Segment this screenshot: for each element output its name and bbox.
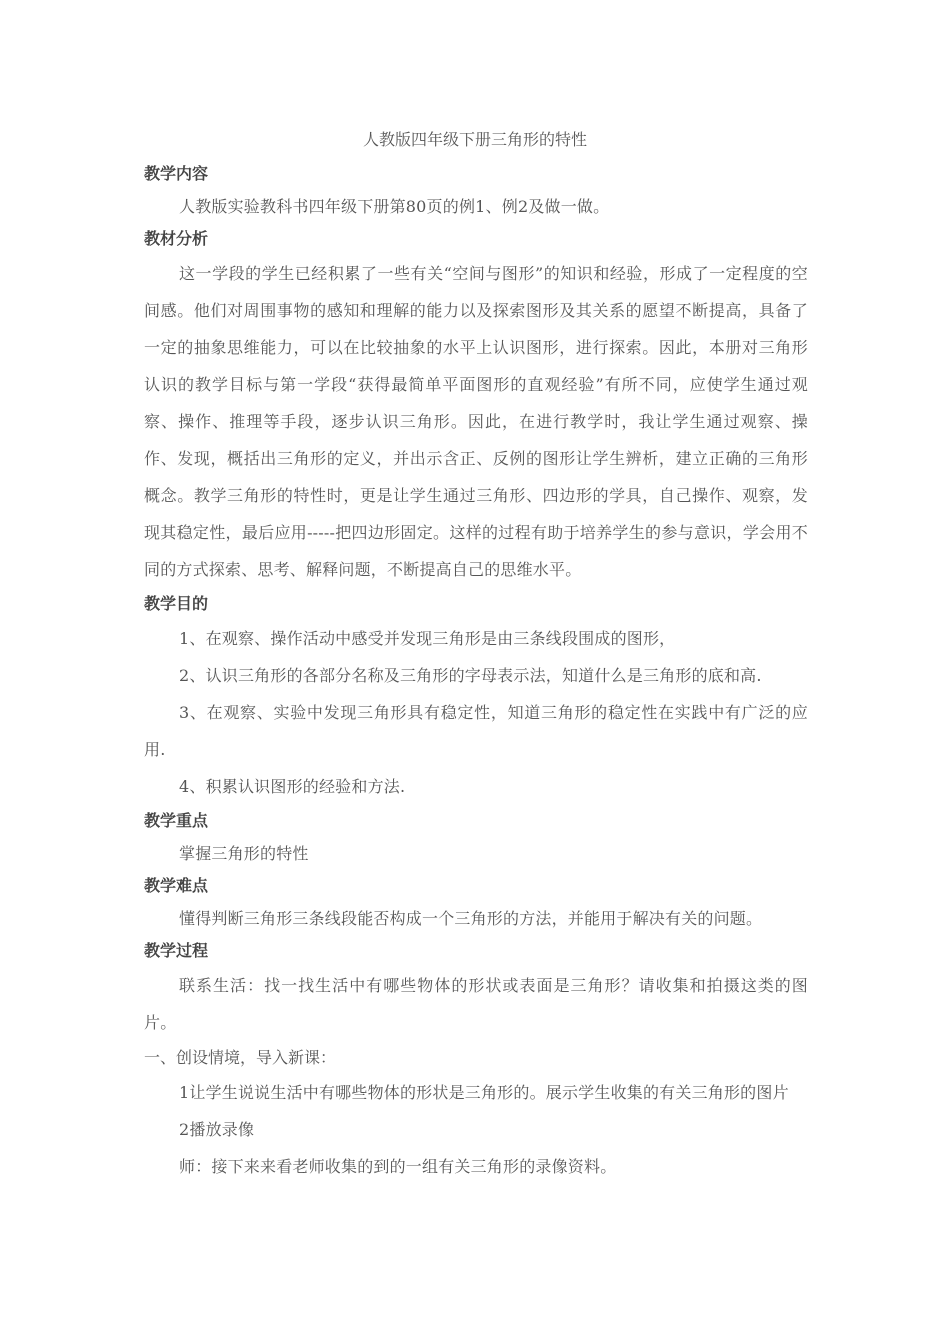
section-heading-difficulty: 教学难点: [144, 876, 209, 895]
section-heading-process: 教学过程: [144, 941, 209, 960]
content-paragraph: 人教版实验教科书四年级下册第80页的例1、例2及做一做。: [179, 197, 610, 216]
document-title: 人教版四年级下册三角形的特性: [362, 130, 587, 149]
process-intro-paragraph: 联系生活：找一找生活中有哪些物体的形状或表面是三角形？请收集和拍摄这类的图片。: [144, 976, 808, 1032]
analysis-paragraph: 这一学段的学生已经积累了一些有关“空间与图形”的知识和经验，形成了一定程度的空间感。他们对周围事物的感知和理解的能力以及探索图形及其关系的愿望不断提高，具备了一定的抽象思维能力，可以在比较抽象的水平上认识图形，进行探索。因此，本册对三角形认识的教学目标与第一学段“获得最简单平面图形的直观经验”有所不同，应使学生通过观察、操作、推理等手段，逐步认识三角形。因此，在进行教学时，我让学生通过观察、操作、发现，概括出三角形的定义，并出示含正、反例的图形让学生辨析，建立正确的三角形概念。教学三角形的特性时，更是让学生通过三角形、四边形的学具，自己操作、观察，发现其稳定性，最后应用-----把四边形固定。这样的过程有助于培养学生的参与意识，学会用不同的方式探索、思考、解释问题，不断提高自己的思维水平。: [144, 264, 808, 579]
section-heading-goals: 教学目的: [144, 594, 209, 613]
goal-item-2: 2、认识三角形的各部分名称及三角形的字母表示法，知道什么是三角形的底和高.: [179, 666, 762, 685]
goal-item-4: 4、积累认识图形的经验和方法.: [179, 777, 406, 796]
section-heading-key: 教学重点: [144, 811, 209, 830]
process-step1-teacher: 师：接下来来看老师收集的到的一组有关三角形的录像资料。: [179, 1157, 617, 1176]
goal-item-3: 3、在观察、实验中发现三角形具有稳定性，知道三角形的稳定性在实践中有广泛的应用.: [144, 703, 808, 759]
section-heading-analysis: 教材分析: [144, 229, 209, 248]
process-step1-item2: 2播放录像: [179, 1120, 255, 1139]
key-paragraph: 掌握三角形的特性: [179, 844, 309, 863]
difficulty-paragraph: 懂得判断三角形三条线段能否构成一个三角形的方法，并能用于解决有关的问题。: [179, 909, 763, 928]
section-heading-content: 教学内容: [144, 164, 209, 183]
process-step1-title: 一、创设情境，导入新课：: [144, 1048, 337, 1067]
document-body: [144, 158, 808, 1185]
process-step1-item1: 1让学生说说生活中有哪些物体的形状是三角形的。展示学生收集的有关三角形的图片: [179, 1083, 789, 1102]
goal-item-1: 1、在观察、操作活动中感受并发现三角形是由三条线段围成的图形，: [179, 629, 676, 648]
